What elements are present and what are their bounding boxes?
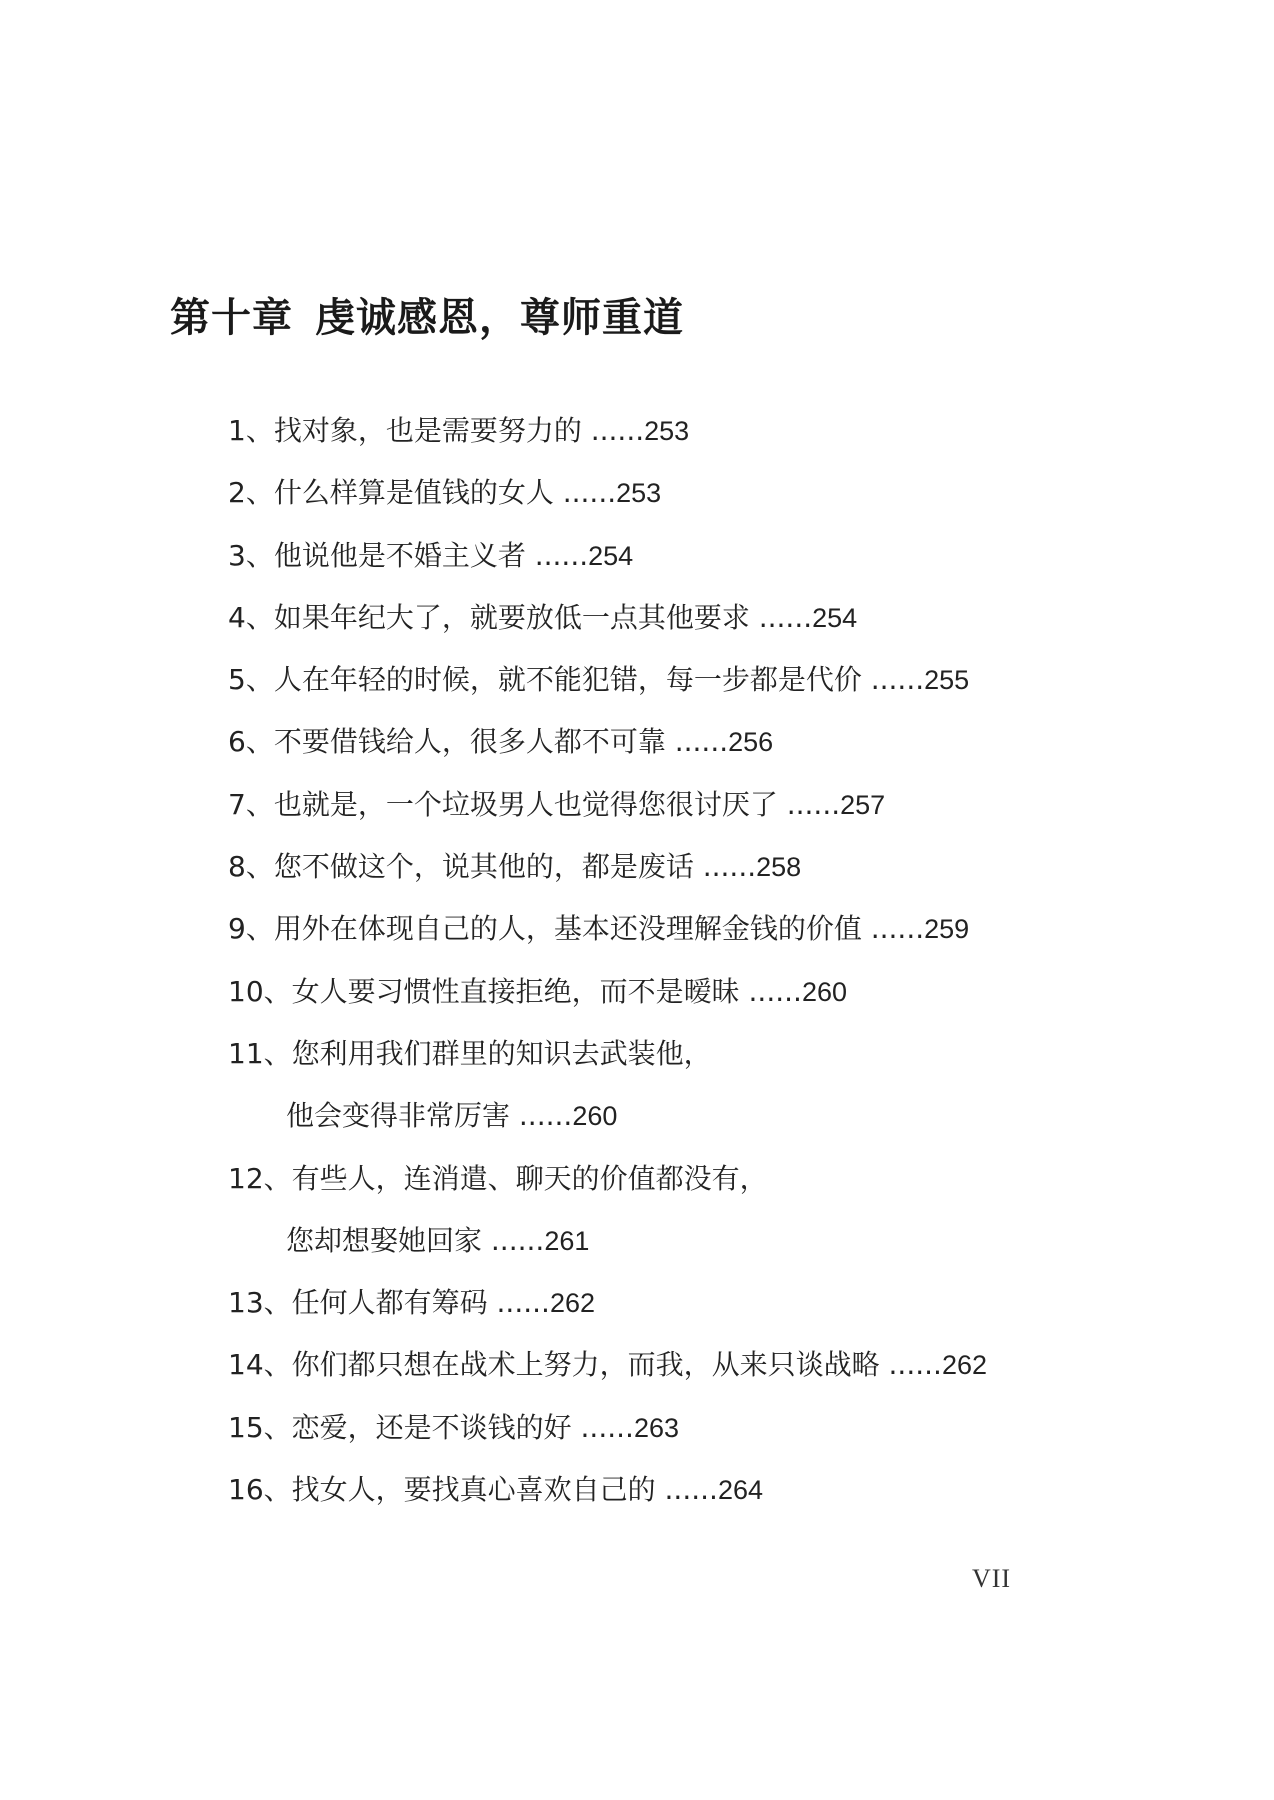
toc-entry-title: 8、您不做这个，说其他的，都是废话 ...... xyxy=(228,850,757,884)
toc-page-number: 262 xyxy=(941,1350,987,1381)
toc-entry[interactable] xyxy=(228,906,987,968)
table-of-contents xyxy=(228,408,987,1529)
toc-entry-title: 14、你们都只想在战术上努力，而我，从来只谈战略 ...... xyxy=(228,1348,942,1382)
toc-entry-title: 5、人在年轻的时候，就不能犯错，每一步都是代价 ...... xyxy=(228,663,925,697)
toc-page-number: 254 xyxy=(812,602,858,633)
toc-page-number: 258 xyxy=(756,852,802,883)
toc-page-number: 256 xyxy=(728,727,774,758)
chapter-heading xyxy=(170,286,684,343)
toc-page-number: 254 xyxy=(588,540,634,571)
toc-page-number: 257 xyxy=(840,789,886,820)
toc-page-number: 255 xyxy=(924,665,970,696)
page-folio: VII xyxy=(972,1564,1012,1593)
toc-page-number: 261 xyxy=(544,1225,590,1256)
toc-page-number: 253 xyxy=(644,416,690,446)
toc-entry-title: 16、找女人，要找真心喜欢自己的 ...... xyxy=(228,1473,718,1507)
toc-entry-title: 10、女人要习惯性直接拒绝，而不是暧昧 ...... xyxy=(228,974,802,1008)
toc-entry-title-continued: 他会变得非常厉害 ...... xyxy=(286,1099,573,1133)
toc-entry-title: 2、什么样算是值钱的女人 ...... xyxy=(228,476,617,510)
toc-entry-title: 9、用外在体现自己的人，基本还没理解金钱的价值 ...... xyxy=(228,912,925,946)
toc-page-number: 262 xyxy=(549,1288,595,1319)
toc-entry[interactable] xyxy=(228,595,987,657)
toc-page-number: 260 xyxy=(801,976,847,1007)
toc-page-number: 259 xyxy=(924,914,970,945)
chapter-label: 第十章 xyxy=(170,295,293,341)
toc-entry-title-continued: 您却想娶她回家 ...... xyxy=(286,1223,545,1257)
toc-entry[interactable] xyxy=(228,1467,987,1529)
toc-entry[interactable] xyxy=(228,1031,987,1093)
toc-entry-title: 6、不要借钱给人，很多人都不可靠 ...... xyxy=(228,725,729,759)
toc-entry-continuation[interactable] xyxy=(228,1093,987,1155)
toc-page-number: 264 xyxy=(717,1475,763,1506)
toc-page-number: 253 xyxy=(616,478,662,509)
toc-entry-continuation[interactable] xyxy=(228,1218,987,1280)
toc-entry-title: 11、您利用我们群里的知识去武装他， xyxy=(228,1036,712,1070)
toc-page-number: 263 xyxy=(633,1412,679,1443)
toc-entry-title: 12、有些人，连消遣、聊天的价值都没有， xyxy=(228,1161,768,1195)
toc-entry[interactable] xyxy=(228,408,987,470)
toc-entry[interactable] xyxy=(228,470,987,532)
toc-entry-title: 7、也就是，一个垃圾男人也觉得您很讨厌了 ...... xyxy=(228,787,841,821)
toc-entry[interactable] xyxy=(228,1342,987,1404)
toc-entry[interactable] xyxy=(228,719,987,781)
toc-entry[interactable] xyxy=(228,1156,987,1218)
toc-entry-title: 15、恋爱，还是不谈钱的好 ...... xyxy=(228,1410,634,1444)
toc-entry[interactable] xyxy=(228,1280,987,1342)
toc-entry[interactable] xyxy=(228,782,987,844)
toc-entry-title: 13、任何人都有筹码 ...... xyxy=(228,1286,550,1320)
toc-entry-title: 4、如果年纪大了，就要放低一点其他要求 ...... xyxy=(228,600,813,634)
toc-entry[interactable] xyxy=(228,533,987,595)
toc-entry[interactable] xyxy=(228,1405,987,1467)
chapter-title: 虔诚感恩，尊师重道 xyxy=(315,295,684,341)
toc-page-number: 260 xyxy=(572,1101,618,1132)
toc-entry[interactable] xyxy=(228,657,987,719)
toc-entry-title: 3、他说他是不婚主义者 ...... xyxy=(228,538,589,572)
toc-entry[interactable] xyxy=(228,844,987,906)
toc-entry[interactable] xyxy=(228,969,987,1031)
toc-entry-title: 1、找对象，也是需要努力的 ...... xyxy=(228,414,645,447)
